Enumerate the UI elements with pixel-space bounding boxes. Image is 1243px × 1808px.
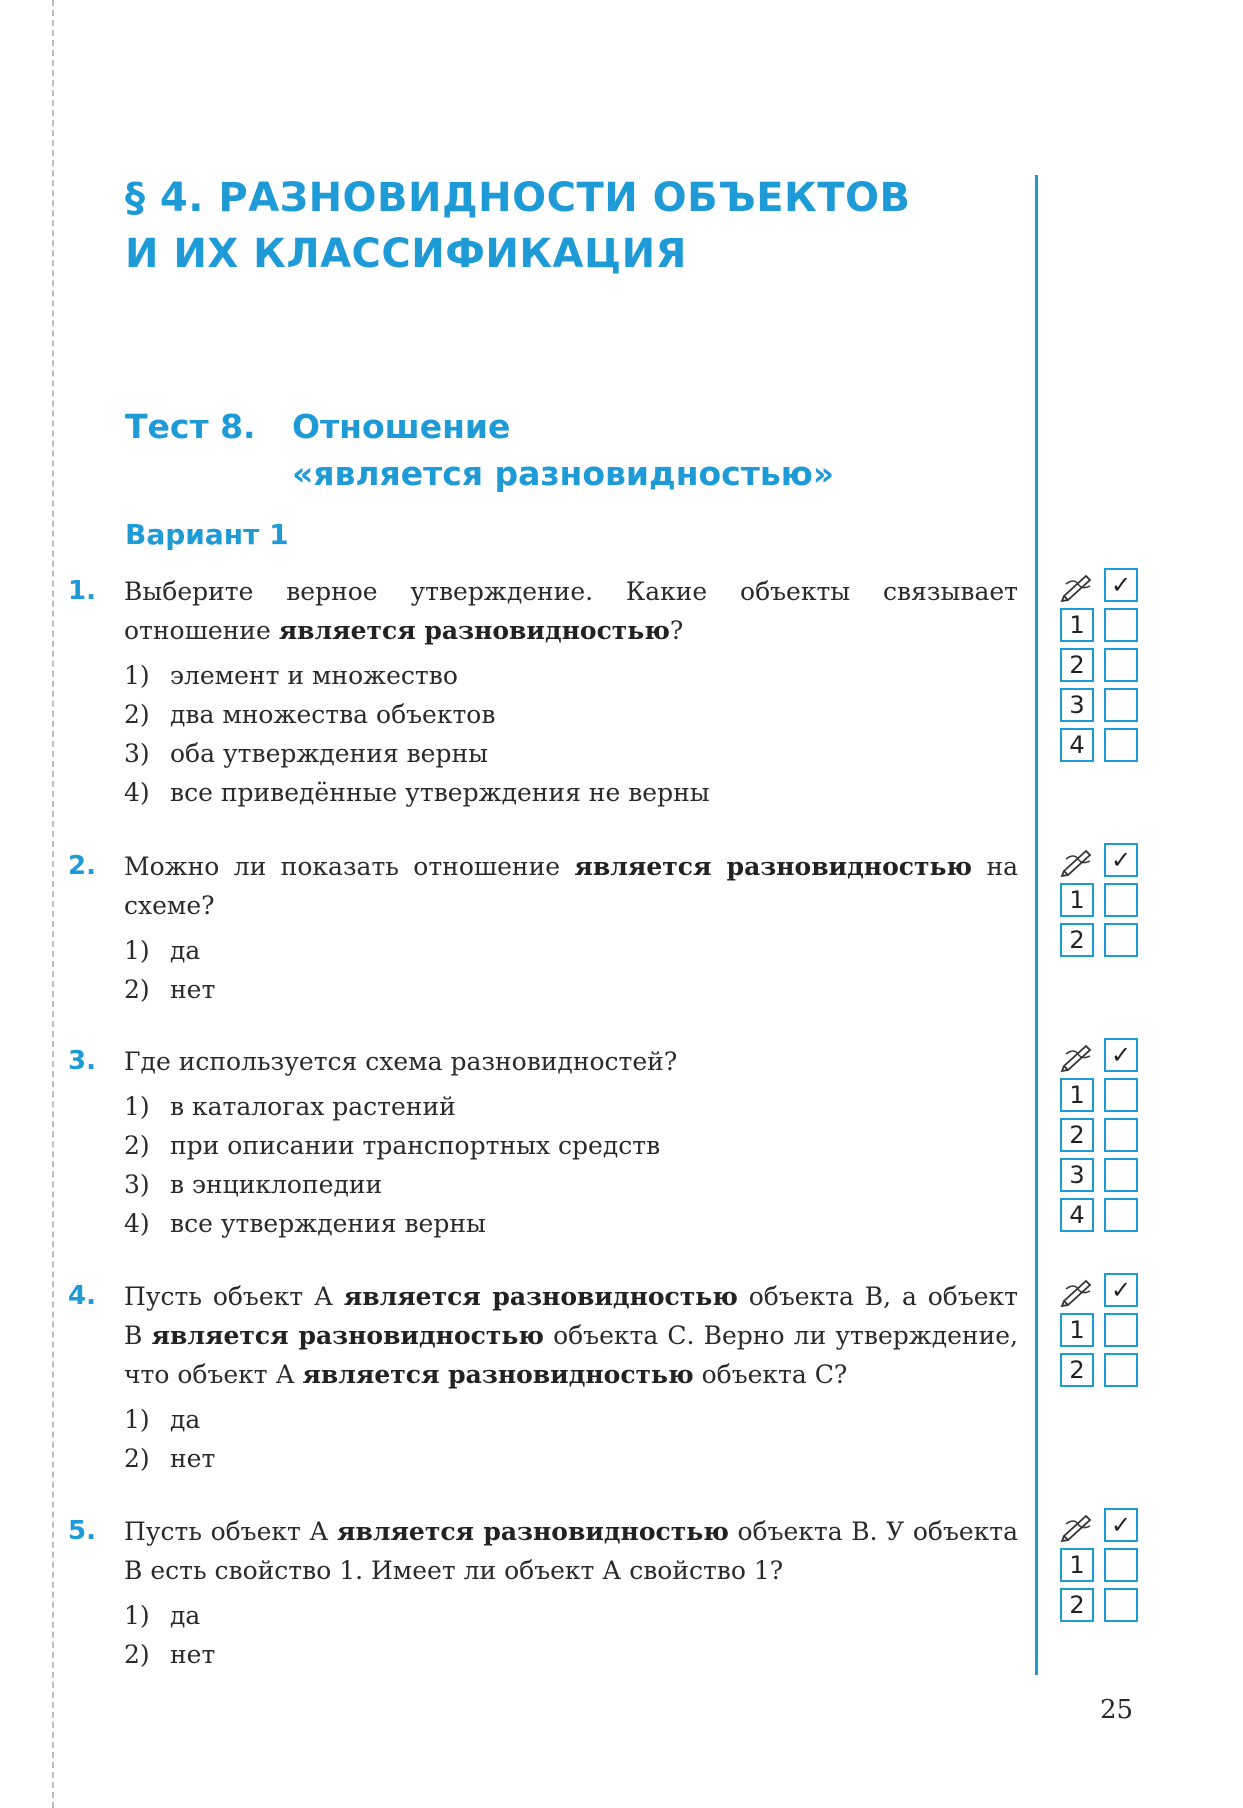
- question-2: [0, 847, 1030, 1009]
- option: [124, 773, 1030, 812]
- answer-box[interactable]: [1104, 1588, 1138, 1622]
- question-text-part: объекта В. У объекта В есть свойство 1. Имеет ли объект А свойство 1?: [124, 1517, 1019, 1585]
- option-text: нет: [170, 975, 216, 1004]
- option-text: да: [170, 1601, 201, 1630]
- option-number: 2): [124, 1444, 150, 1473]
- option-number: 2): [124, 1640, 150, 1669]
- answer-box[interactable]: [1104, 1078, 1138, 1112]
- question-text-part: Можно ли показать отношение: [124, 852, 575, 881]
- key-row: [1060, 727, 1140, 767]
- option-text: нет: [170, 1444, 216, 1473]
- answer-key-5: [1060, 1507, 1140, 1627]
- question-text-part: на схеме?: [124, 852, 1019, 920]
- pencil-icon: [1060, 570, 1094, 602]
- answer-key-3: [1060, 1037, 1140, 1237]
- option-number: 1): [124, 661, 150, 690]
- test-label: Тест 8.: [125, 407, 256, 446]
- question-text-part: Пусть объект А: [124, 1517, 337, 1546]
- key-row: [1060, 1197, 1140, 1237]
- answer-box[interactable]: [1104, 1198, 1138, 1232]
- key-row: [1060, 922, 1140, 962]
- key-number: 2: [1060, 923, 1094, 957]
- key-number: 4: [1060, 728, 1094, 762]
- pencil-icon: [1060, 1510, 1094, 1542]
- question-text: [124, 572, 1018, 650]
- option-number: 3): [124, 739, 150, 768]
- option: [124, 1635, 1030, 1674]
- question-text-part: Пусть объект А: [124, 1282, 344, 1311]
- test-name: [292, 403, 834, 497]
- option-text: да: [170, 1405, 201, 1434]
- option: [124, 1204, 1030, 1243]
- answer-key-1: [1060, 567, 1140, 767]
- question-term: является разновидностью: [574, 852, 973, 881]
- question-number: 4.: [68, 1281, 96, 1311]
- options-list: [124, 1400, 1030, 1478]
- question-term: является разновидностью: [343, 1282, 738, 1311]
- option-text: в каталогах растений: [170, 1092, 456, 1121]
- check-box: ✓: [1104, 843, 1138, 877]
- answer-box[interactable]: [1104, 648, 1138, 682]
- option: [124, 656, 1030, 695]
- option-text: элемент и множество: [170, 661, 458, 690]
- test-name-line2: «является разновидностью»: [292, 454, 835, 493]
- question-1: [0, 572, 1030, 812]
- chapter-title-line2: И ИХ КЛАССИФИКАЦИЯ: [125, 231, 687, 277]
- key-number: 4: [1060, 1198, 1094, 1232]
- option: [124, 734, 1030, 773]
- check-box: ✓: [1104, 1038, 1138, 1072]
- variant-heading: Вариант 1: [125, 518, 289, 551]
- options-list: [124, 931, 1030, 1009]
- question-4: [0, 1277, 1030, 1478]
- chapter-title-line1: § 4. РАЗНОВИДНОСТИ ОБЪЕКТОВ: [125, 175, 911, 221]
- question-text: [124, 1042, 1018, 1081]
- key-number: 1: [1060, 883, 1094, 917]
- key-row: [1060, 1312, 1140, 1352]
- answer-margin-rule: [1035, 175, 1038, 1675]
- key-number: 1: [1060, 1313, 1094, 1347]
- check-box: ✓: [1104, 1508, 1138, 1542]
- key-header: [1060, 1507, 1140, 1547]
- answer-box[interactable]: [1104, 923, 1138, 957]
- option-text: нет: [170, 1640, 216, 1669]
- option-text: все приведённые утверждения не верны: [170, 778, 710, 807]
- question-text-part: объекта С?: [693, 1360, 848, 1389]
- key-header: [1060, 567, 1140, 607]
- answer-box[interactable]: [1104, 1158, 1138, 1192]
- option: [124, 695, 1030, 734]
- answer-box[interactable]: [1104, 608, 1138, 642]
- option: [124, 1165, 1030, 1204]
- option: [124, 1126, 1030, 1165]
- test-name-line1: Отношение: [292, 407, 511, 446]
- question-term: является разновидностью: [336, 1517, 729, 1546]
- option-number: 2): [124, 975, 150, 1004]
- test-heading: [125, 403, 834, 497]
- answer-box[interactable]: [1104, 1313, 1138, 1347]
- option-number: 1): [124, 1601, 150, 1630]
- answer-key-2: [1060, 842, 1140, 962]
- question-3: [0, 1042, 1030, 1243]
- question-term: является разновидностью: [278, 616, 670, 645]
- key-row: [1060, 1352, 1140, 1392]
- option: [124, 1439, 1030, 1478]
- option: [124, 931, 1030, 970]
- key-number: 3: [1060, 688, 1094, 722]
- key-header: [1060, 1037, 1140, 1077]
- option: [124, 1400, 1030, 1439]
- key-row: [1060, 607, 1140, 647]
- key-row: [1060, 1587, 1140, 1627]
- question-text-part: объекта С. Верно ли утверждение, что объект А: [124, 1321, 1018, 1389]
- question-text-part: Выберите верное утверждение. Какие объекты связывает отношение: [124, 577, 1018, 645]
- check-box: ✓: [1104, 568, 1138, 602]
- question-text-part: Где используется схема разновидностей?: [124, 1047, 678, 1076]
- option-text: в энциклопедии: [170, 1170, 383, 1199]
- option-number: 1): [124, 1092, 150, 1121]
- key-number: 1: [1060, 1548, 1094, 1582]
- options-list: [124, 1087, 1030, 1243]
- key-row: [1060, 1157, 1140, 1197]
- question-term: является разновидностью: [151, 1321, 544, 1350]
- option-text: оба утверждения верны: [170, 739, 489, 768]
- option: [124, 1596, 1030, 1635]
- key-number: 2: [1060, 1118, 1094, 1152]
- answer-key-4: [1060, 1272, 1140, 1392]
- option-text: да: [170, 936, 201, 965]
- question-text: [124, 1512, 1018, 1590]
- chapter-title: [125, 170, 911, 282]
- question-number: 2.: [68, 851, 96, 881]
- check-box: ✓: [1104, 1273, 1138, 1307]
- answer-box[interactable]: [1104, 1353, 1138, 1387]
- key-row: [1060, 882, 1140, 922]
- key-row: [1060, 1547, 1140, 1587]
- pencil-icon: [1060, 1275, 1094, 1307]
- answer-box[interactable]: [1104, 688, 1138, 722]
- question-5: [0, 1512, 1030, 1674]
- key-number: 3: [1060, 1158, 1094, 1192]
- option-number: 3): [124, 1170, 150, 1199]
- option: [124, 970, 1030, 1009]
- pencil-icon: [1060, 1040, 1094, 1072]
- key-header: [1060, 1272, 1140, 1312]
- question-text-part: объекта В, а объект В: [124, 1282, 1018, 1350]
- options-list: [124, 656, 1030, 812]
- answer-box[interactable]: [1104, 883, 1138, 917]
- key-number: 1: [1060, 1078, 1094, 1112]
- option-text: все утверждения верны: [170, 1209, 486, 1238]
- question-text: [124, 1277, 1018, 1394]
- question-term: является разновидностью: [302, 1360, 694, 1389]
- options-list: [124, 1596, 1030, 1674]
- option-number: 1): [124, 1405, 150, 1434]
- option-text: при описании транспортных средств: [170, 1131, 661, 1160]
- option-number: 4): [124, 1209, 150, 1238]
- option-number: 1): [124, 936, 150, 965]
- answer-box[interactable]: [1104, 1548, 1138, 1582]
- option-number: 2): [124, 1131, 150, 1160]
- answer-box[interactable]: [1104, 728, 1138, 762]
- key-row: [1060, 1117, 1140, 1157]
- option-number: 2): [124, 700, 150, 729]
- key-number: 2: [1060, 1353, 1094, 1387]
- option: [124, 1087, 1030, 1126]
- key-row: [1060, 647, 1140, 687]
- answer-box[interactable]: [1104, 1118, 1138, 1152]
- question-number: 1.: [68, 576, 96, 606]
- pencil-icon: [1060, 845, 1094, 877]
- question-number: 3.: [68, 1046, 96, 1076]
- question-number: 5.: [68, 1516, 96, 1546]
- key-number: 2: [1060, 648, 1094, 682]
- option-text: два множества объектов: [170, 700, 496, 729]
- key-header: [1060, 842, 1140, 882]
- key-row: [1060, 1077, 1140, 1117]
- key-number: 2: [1060, 1588, 1094, 1622]
- key-row: [1060, 687, 1140, 727]
- question-text: [124, 847, 1018, 925]
- key-number: 1: [1060, 608, 1094, 642]
- option-number: 4): [124, 778, 150, 807]
- page-number: 25: [1100, 1695, 1134, 1725]
- question-text-part: ?: [669, 616, 684, 645]
